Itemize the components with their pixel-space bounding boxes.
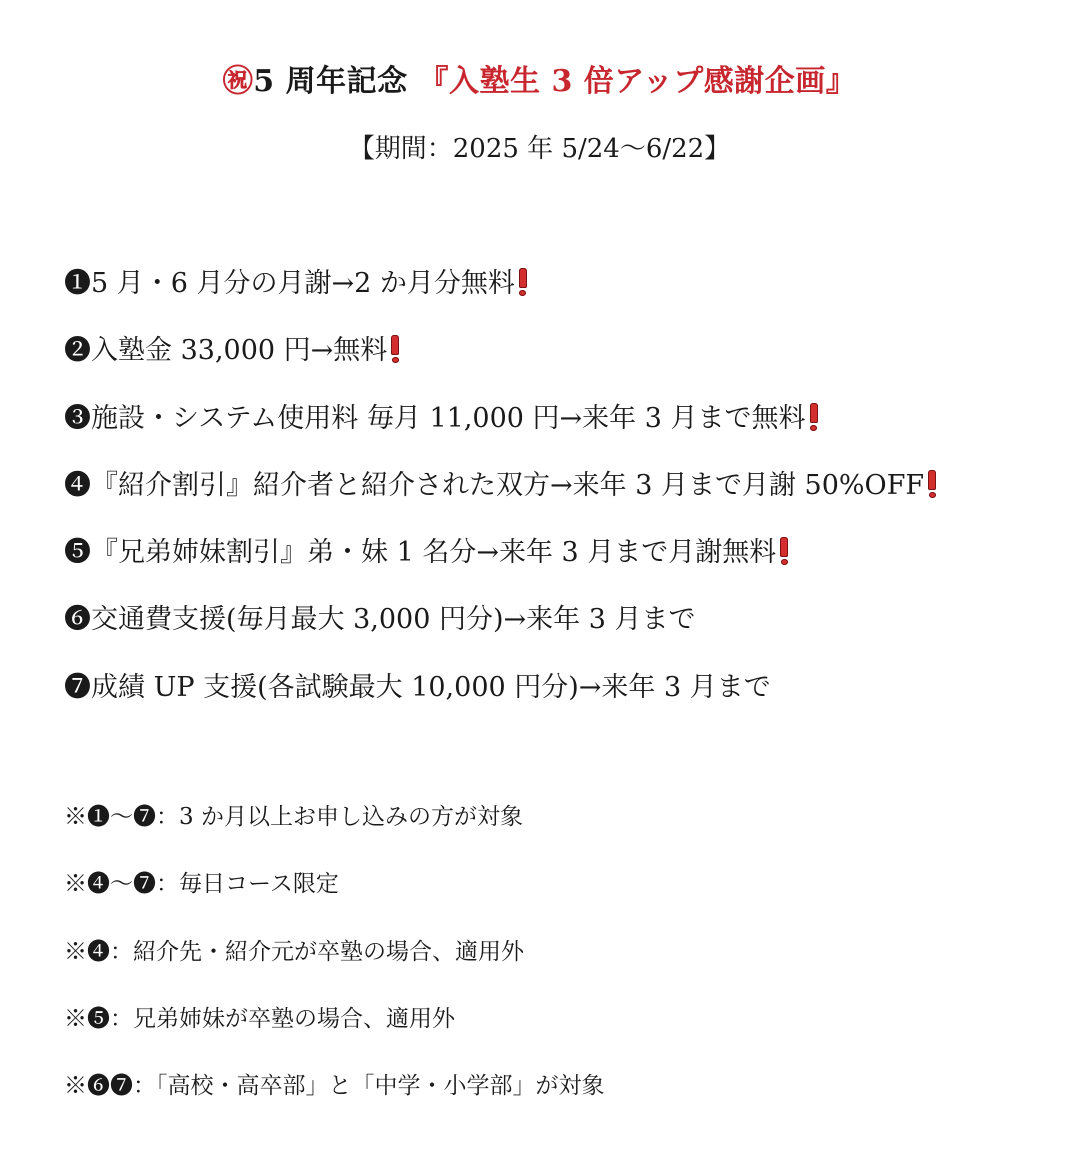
note-item: ※❹：紹介先・紹介元が卒塾の場合、適用外 — [64, 938, 524, 965]
exclamation-icon — [519, 268, 527, 296]
benefit-item-3 — [64, 397, 1059, 464]
campaign-name: 『入塾生 3 倍アップ感謝企画』 — [418, 64, 857, 99]
benefit-item-6 — [64, 598, 1059, 665]
campaign-period: 【期間：2025 年 5/24〜6/22】 — [348, 134, 731, 164]
exclamation-icon — [780, 537, 788, 565]
benefit-item-1 — [64, 262, 1059, 329]
benefit-item-4 — [64, 464, 1059, 531]
benefit-item-5 — [64, 531, 1059, 598]
celebration-mark-icon: ㊗ — [222, 64, 254, 99]
benefit-item-7 — [64, 666, 1059, 733]
notes-list — [64, 800, 1059, 1136]
benefit-text: ❻交通費支援(毎月最大 3,000 円分)→来年 3 月まで — [64, 604, 696, 636]
benefit-text: ❷入塾金 33,000 円→無料 — [64, 335, 388, 367]
exclamation-icon — [810, 403, 818, 431]
benefit-text: ❹『紹介割引』紹介者と紹介された双方→来年 3 月まで月謝 50%OFF — [64, 469, 925, 501]
benefit-text: ❼成績 UP 支援(各試験最大 10,000 円分)→来年 3 月まで — [64, 671, 771, 703]
exclamation-icon — [928, 470, 936, 498]
benefit-list — [64, 262, 1059, 733]
benefit-text: ❶5 月・6 月分の月謝→2 か月分無料 — [64, 268, 515, 299]
campaign-title — [0, 56, 1079, 100]
note-item: ※❺：兄弟姉妹が卒塾の場合、適用外 — [64, 1005, 455, 1032]
anniversary-label: 5 周年記念 — [253, 64, 419, 99]
exclamation-icon — [391, 335, 399, 363]
benefit-text: ❸施設・システム使用料 毎月 11,000 円→来年 3 月まで無料 — [64, 402, 806, 434]
benefit-text: ❺『兄弟姉妹割引』弟・妹 1 名分→来年 3 月まで月謝無料 — [64, 537, 777, 569]
note-item: ※❻❼：「高校・高卒部」と「中学・小学部」が対象 — [64, 1073, 605, 1100]
note-item: ※❶〜❼：3 か月以上お申し込みの方が対象 — [64, 804, 523, 830]
benefit-item-2 — [64, 329, 1059, 396]
note-item: ※❹〜❼：毎日コース限定 — [64, 871, 339, 898]
